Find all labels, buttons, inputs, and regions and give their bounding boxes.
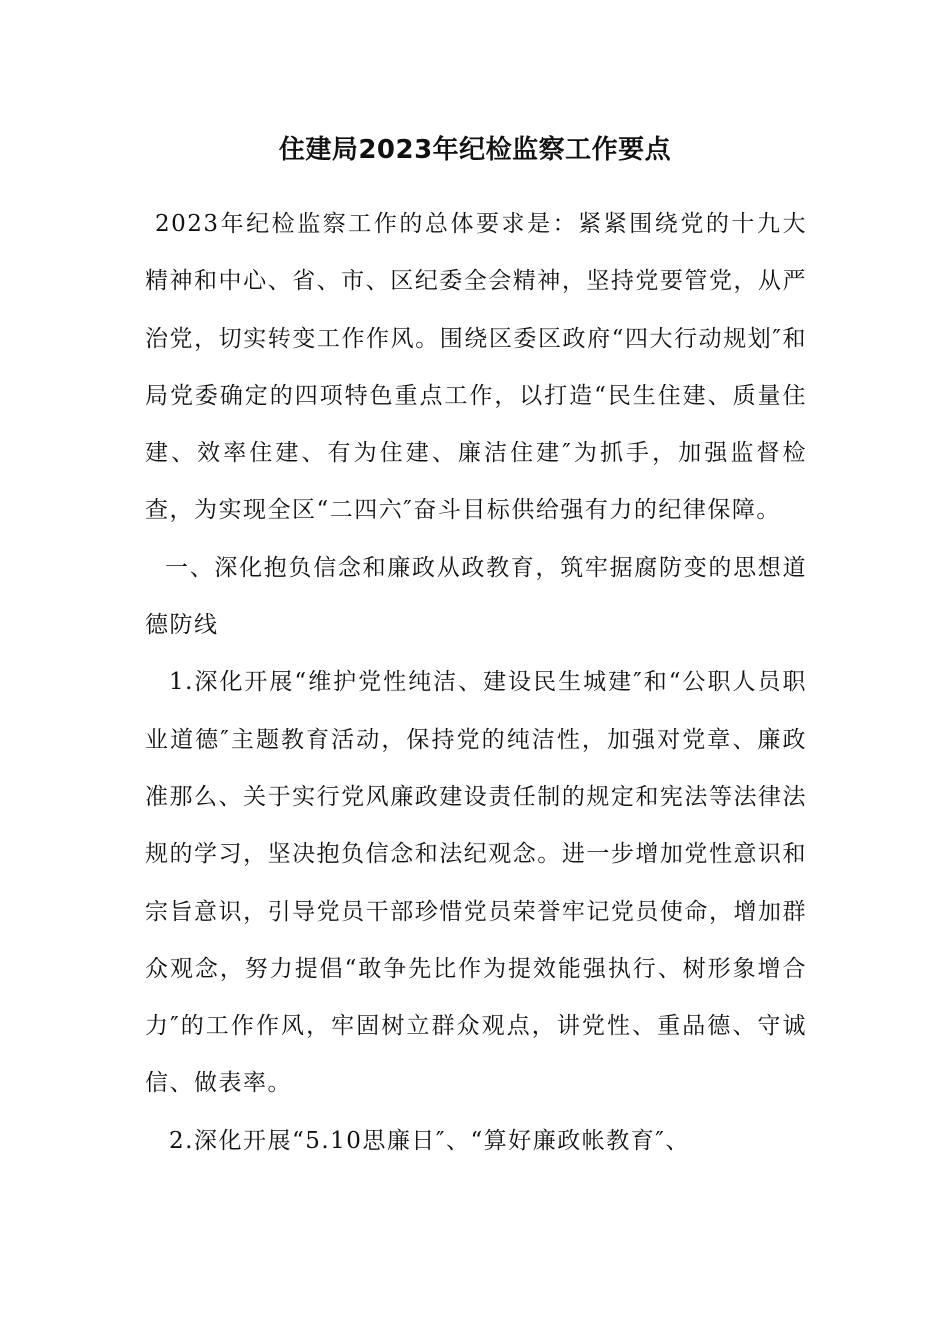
item-paragraph-1: 1.深化开展“维护党性纯洁、建设民生城建″和“公职人员职业道德″主题教育活动，保持党的纯洁性，加强对党章、廉政准那么、关于实行党风廉政建设责任制的规定和宪法等法律法规的学习，坚决抱负信念和法纪观念。进一步增加党性意识和宗旨意识，引导党员干部珍惜党员荣誉牢记党员使命，增加群众观念，努力提倡“敢争先比作为提效能强执行、树形象增合力″的工作作风，牢固树立群众观点，讲党性、重品德、守诚信、做表率。: [145, 669, 807, 1097]
document-body: [145, 196, 807, 1170]
item-paragraph-2: 2.深化开展“5.10思廉日″、“算好廉政帐教育″、: [169, 1127, 690, 1154]
section-heading-1: 一、深化抱负信念和廉政从政教育，筑牢据腐防变的思想道德防线: [145, 554, 807, 639]
document-title: 住建局2023年纪检监察工作要点: [278, 135, 672, 165]
intro-paragraph: 2023年纪检监察工作的总体要求是：紧紧围绕党的十九大精神和中心、省、市、区纪委全会精神，坚持党要管党，从严治党，切实转变工作作风。围绕区委区政府“四大行动规划″和局党委确定的四项特色重点工作，以打造“民生住建、质量住建、效率住建、有为住建、廉洁住建″为抓手，加强监督检查，为实现全区“二四六″奋斗目标供给强有力的纪律保障。: [145, 211, 807, 524]
